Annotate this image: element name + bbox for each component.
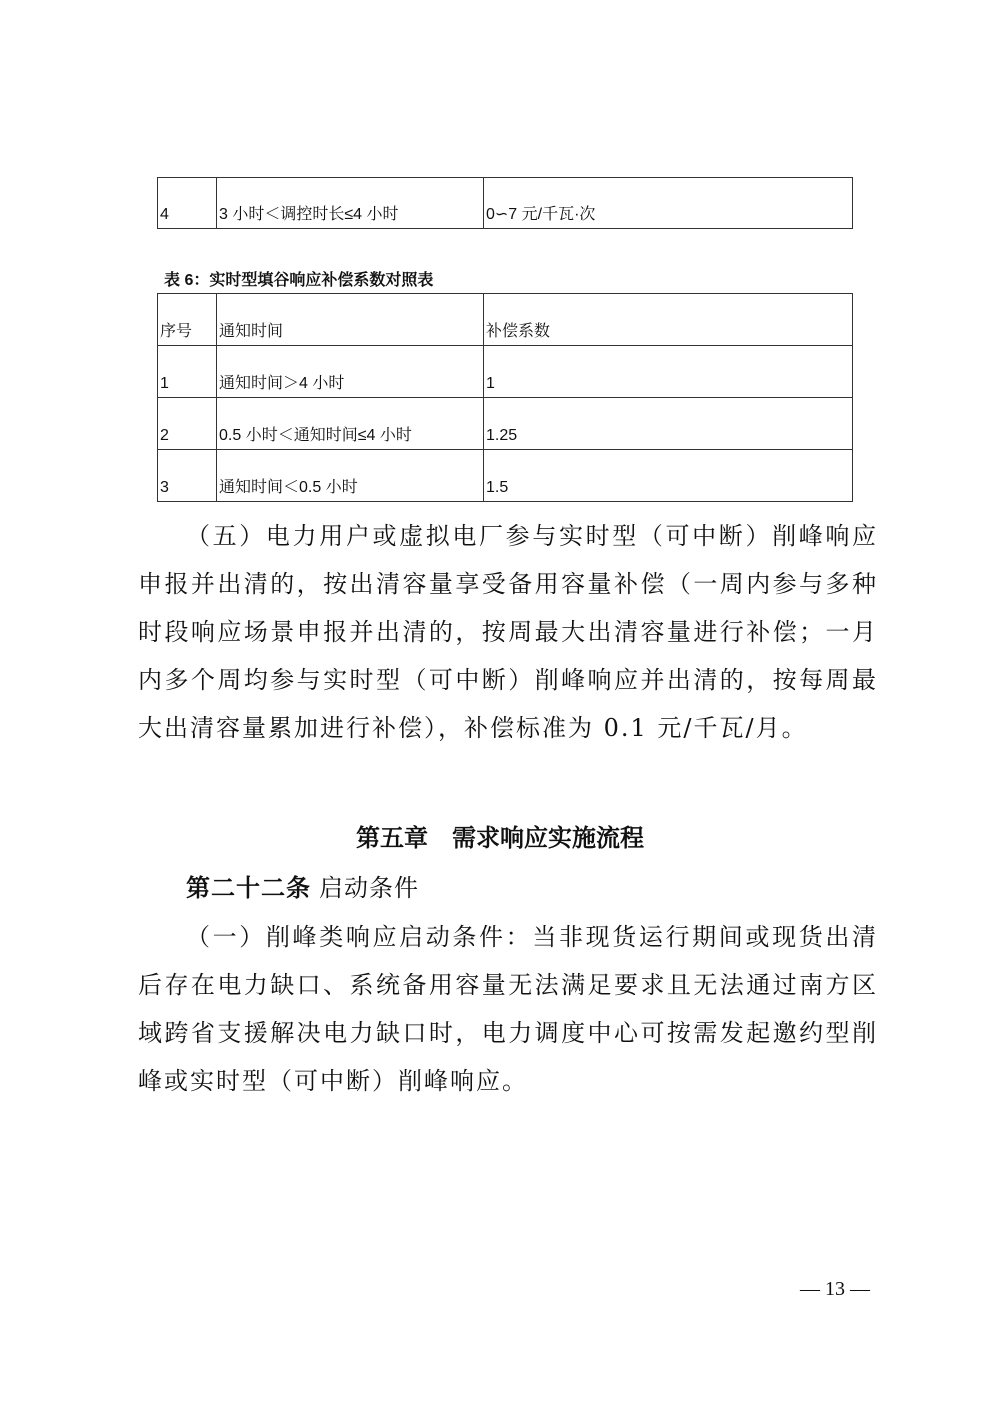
table-cell: 通知时间＜0.5 小时 <box>217 450 484 502</box>
paragraph-reserve-compensation: （五）电力用户或虚拟电厂参与实时型（可中断）削峰响应申报并出清的，按出清容量享受备用容量补偿（一周内参与多种时段响应场景申报并出清的，按周最大出清容量进行补偿；一月内多个周均参与实时型（可中断）削峰响应并出清的，按每周最大出清容量累加进行补偿），补偿标准为 0.1 元/千瓦/月。 <box>138 522 878 742</box>
table-row <box>158 178 853 229</box>
table-cell: 0∽7 元/千瓦·次 <box>484 178 853 229</box>
table-header-cell: 序号 <box>158 294 217 346</box>
table-cell: 1.25 <box>484 398 853 450</box>
article-number: 第二十二条 <box>186 874 311 902</box>
article-title: 启动条件 <box>319 874 419 902</box>
table-cell: 1 <box>484 346 853 398</box>
compensation-table-continued <box>157 177 853 229</box>
table-caption: 表 6：实时型填谷响应补偿系数对照表 <box>164 272 434 289</box>
article-heading <box>186 868 419 903</box>
table-header-row <box>158 294 853 346</box>
fill-valley-coefficient-table <box>157 293 853 502</box>
table-header-cell: 通知时间 <box>217 294 484 346</box>
table-cell: 3 <box>158 450 217 502</box>
table-header-cell: 补偿系数 <box>484 294 853 346</box>
table-cell: 0.5 小时＜通知时间≤4 小时 <box>217 398 484 450</box>
table-cell: 通知时间＞4 小时 <box>217 346 484 398</box>
chapter-title: 第五章 需求响应实施流程 <box>356 824 644 852</box>
table-cell: 1 <box>158 346 217 398</box>
page-number: — 13 — <box>800 1278 870 1300</box>
table-cell: 1.5 <box>484 450 853 502</box>
table-cell: 4 <box>158 178 217 229</box>
table-cell: 3 小时＜调控时长≤4 小时 <box>217 178 484 229</box>
paragraph-peak-shaving-conditions: （一）削峰类响应启动条件：当非现货运行期间或现货出清后存在电力缺口、系统备用容量无法满足要求且无法通过南方区域跨省支援解决电力缺口时，电力调度中心可按需发起邀约型削峰或实时型（可中断）削峰响应。 <box>138 923 878 1095</box>
table-row <box>158 346 853 398</box>
table-cell: 2 <box>158 398 217 450</box>
table-row <box>158 450 853 502</box>
table-row <box>158 398 853 450</box>
